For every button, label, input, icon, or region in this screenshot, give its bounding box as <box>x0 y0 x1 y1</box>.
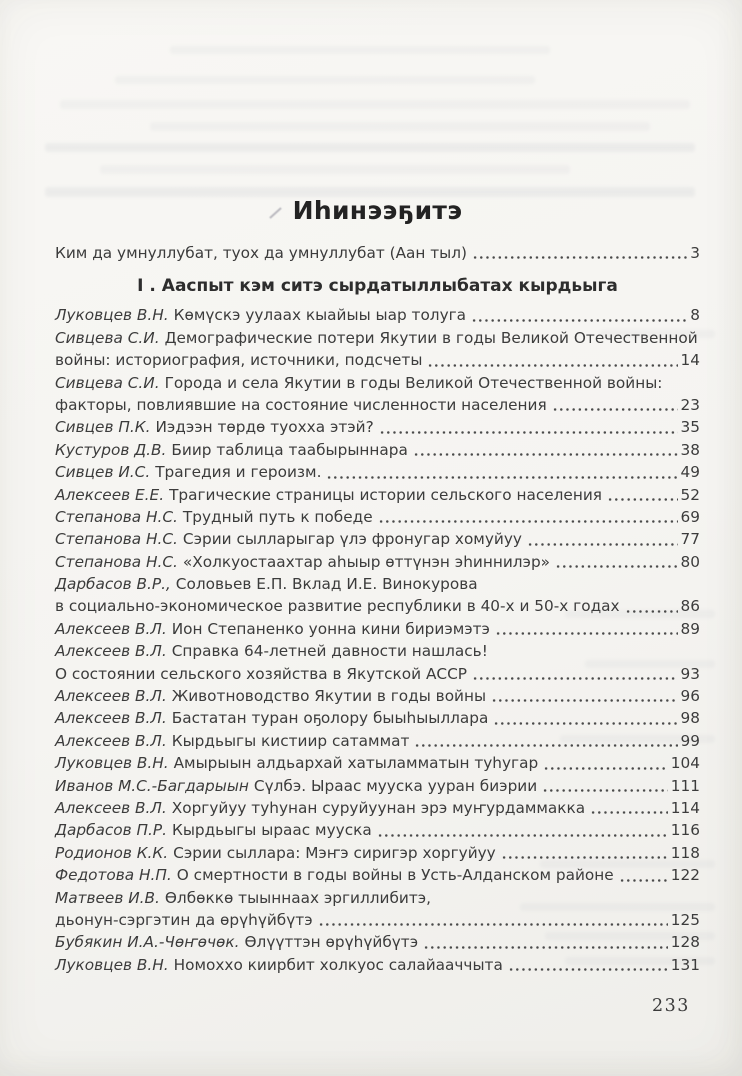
toc-entry-row <box>55 797 700 819</box>
section-heading: I . Ааспыт кэм ситэ сырдатыллыбатах кырдьыга <box>137 276 618 297</box>
dot-leader <box>495 632 678 635</box>
toc-entry-row <box>55 439 700 461</box>
bleed-through-mark <box>45 143 695 152</box>
entry-page-number: 38 <box>680 440 700 459</box>
toc-entry-row <box>55 775 700 797</box>
dot-leader <box>318 923 668 926</box>
entry-title: Кырдьыгы кистиир сатаммат <box>171 731 410 750</box>
entry-page-number: 14 <box>680 351 700 370</box>
entry-page-number: 89 <box>680 619 700 638</box>
entry-page-number: 111 <box>670 776 700 795</box>
entry-author: Дарбасов В.Р., <box>55 575 171 594</box>
toc-entry-row <box>55 730 700 752</box>
entry-page-number: 104 <box>670 754 700 773</box>
toc-entry-row <box>55 461 700 483</box>
entry-title: Биир таблица таабырыннара <box>171 440 408 459</box>
entry-author: Луковцев В.Н. <box>55 754 169 773</box>
dot-leader <box>625 610 678 613</box>
dot-leader <box>501 856 668 859</box>
toc-entry-row <box>55 707 700 729</box>
entry-page-number: 52 <box>680 485 700 504</box>
entry-page-number: 80 <box>680 552 700 571</box>
toc-entry-row <box>55 528 700 550</box>
bleed-through-mark <box>100 165 570 174</box>
toc-entry-row <box>55 618 700 640</box>
entry-text <box>55 595 620 617</box>
entry-page-number: 98 <box>680 709 700 728</box>
entry-text <box>55 707 488 729</box>
entry-author: Федотова Н.П. <box>55 866 172 885</box>
entry-text <box>55 394 547 416</box>
entry-author: Алексеев В.Л. <box>55 731 167 750</box>
entry-author: Алексеев В.Л. <box>55 798 167 817</box>
entry-page-number: 114 <box>670 798 700 817</box>
entry-text <box>55 931 418 953</box>
dot-leader <box>491 699 677 702</box>
dot-leader <box>590 811 668 814</box>
entry-page-number: 96 <box>680 687 700 706</box>
entry-page-number: 99 <box>680 731 700 750</box>
entry-author: Алексеев В.Л. <box>55 687 167 706</box>
entry-author: Дарбасов П.Р. <box>55 821 167 840</box>
dot-leader <box>542 789 668 792</box>
entry-page-number: 69 <box>680 507 700 526</box>
entry-title: факторы, повлиявшие на состояние численности населения <box>55 395 547 414</box>
toc-entry-row <box>55 909 700 931</box>
toc-entry-row <box>55 887 700 909</box>
entry-page-number: 23 <box>680 395 700 414</box>
bleed-through-mark <box>170 46 550 54</box>
entry-text <box>55 439 408 461</box>
entry-text <box>55 618 490 640</box>
entry-author: Бубякин И.А.-Чөҥөчөк. <box>55 933 240 952</box>
entry-page-number: 125 <box>670 910 700 929</box>
bleed-through-mark <box>60 100 690 109</box>
toc-entry-row <box>55 954 700 976</box>
dot-leader <box>423 946 668 949</box>
entry-text <box>55 819 372 841</box>
entry-title: Сүлбэ. Ыраас мууска ууран биэрии <box>253 776 538 795</box>
toc-entry-row <box>55 349 700 371</box>
entry-author: Сивцева С.И. <box>55 373 160 392</box>
entry-author: Алексеев В.Л. <box>55 709 167 728</box>
entry-title: Хоргуйуу туһунан суруйуунан эрэ муҥурдаммакка <box>171 798 586 817</box>
toc-entry-row <box>55 663 700 685</box>
entry-author: Матвеев И.В. <box>55 888 160 907</box>
entry-text <box>55 242 467 264</box>
entry-title: Справка 64-летней давности нашлась! <box>171 642 488 661</box>
entry-title: Трудный путь к победе <box>182 507 373 526</box>
toc-entry-row <box>55 640 700 662</box>
front-matter-list <box>55 242 700 264</box>
entry-title: Өлүүттэн өрүһүйбүтэ <box>244 933 419 952</box>
toc-entry-row <box>55 842 700 864</box>
entry-text <box>55 416 374 438</box>
entry-text <box>55 909 313 931</box>
entry-title: Номоххо киирбит холкуос салайааччыта <box>173 955 503 974</box>
toc-entry-row <box>55 573 700 595</box>
entry-author: Степанова Н.С. <box>55 507 178 526</box>
toc-entry-row <box>55 416 700 438</box>
entry-title: войны: историография, источники, подсчеты <box>55 351 423 370</box>
dot-leader <box>555 565 678 568</box>
toc-entry-row <box>55 595 700 617</box>
entry-title: Животноводство Якутии в годы войны <box>171 687 487 706</box>
bleed-through-mark <box>150 122 650 131</box>
entry-text <box>55 304 466 326</box>
entry-text <box>55 372 662 394</box>
entry-author: Иванов М.С.-Багдарыын <box>55 776 249 795</box>
entry-page-number: 77 <box>680 530 700 549</box>
toc-entry-row <box>55 551 700 573</box>
entry-page-number: 116 <box>670 821 700 840</box>
entry-title: Сэрии сыллара: Мэҥэ сиригэр хоргуйуу <box>173 843 496 862</box>
entry-text <box>55 349 422 371</box>
entry-title: Соловьев Е.П. Вклад И.Е. Винокурова <box>175 575 478 594</box>
dot-leader <box>543 767 668 770</box>
dot-leader <box>377 834 668 837</box>
entry-author: Кустуров Д.В. <box>55 440 167 459</box>
dot-leader <box>326 476 677 479</box>
entry-title: в социально-экономическое развитие республики в 40-х и 50-х годах <box>55 597 620 616</box>
entry-page-number: 8 <box>690 306 700 325</box>
entry-title: Амырыын алдьархай хатыламматын туһугар <box>173 754 539 773</box>
entry-text <box>55 842 496 864</box>
entry-author: Степанова Н.С. <box>55 530 178 549</box>
toc-entry-row <box>55 242 700 264</box>
toc-entry-row <box>55 819 700 841</box>
toc-entry-row <box>55 484 700 506</box>
toc-entry-row <box>55 304 700 326</box>
entry-title: Көмүскэ уулаах кыайыы ыар толуга <box>173 306 467 325</box>
dot-leader <box>413 453 678 456</box>
entry-author: Сивцев И.С. <box>55 463 151 482</box>
entry-title: дьонун-сэргэтин да өрүһүйбүтэ <box>55 910 313 929</box>
entry-title: Трагедия и героизм. <box>155 463 322 482</box>
entry-text <box>55 640 488 662</box>
dot-leader <box>379 431 678 434</box>
dot-leader <box>378 520 678 523</box>
entry-text <box>55 484 602 506</box>
page-number: 233 <box>652 996 690 1016</box>
entry-author: Алексеев Е.Е. <box>55 485 165 504</box>
entry-page-number: 118 <box>670 843 700 862</box>
entry-title: Трагические страницы истории сельского населения <box>169 485 602 504</box>
entry-text <box>55 864 614 886</box>
entry-text <box>55 327 698 349</box>
entry-page-number: 35 <box>680 418 700 437</box>
toc-entry-row <box>55 864 700 886</box>
entry-page-number: 93 <box>680 664 700 683</box>
entry-title: Демографические потери Якутии в годы Великой Отечественной <box>164 328 698 347</box>
dot-leader <box>427 364 677 367</box>
entry-page-number: 131 <box>670 955 700 974</box>
entry-title: Города и села Якутии в годы Великой Отечественной войны: <box>164 373 663 392</box>
entry-text <box>55 775 537 797</box>
dot-leader <box>527 543 678 546</box>
dot-leader <box>472 677 678 680</box>
toc-entry-row <box>55 327 700 349</box>
entry-text <box>55 887 431 909</box>
entry-title: О состоянии сельского хозяйства в Якутской АССР <box>55 664 468 683</box>
entry-text <box>55 797 585 819</box>
entry-page-number: 122 <box>670 866 700 885</box>
entry-title: Өлбөккө тыыннаах эргиллибитэ, <box>164 888 432 907</box>
entry-page-number: 128 <box>670 933 700 952</box>
entry-title: Ким да умнуллубат, туох да умнуллубат (Аан тыл) <box>55 244 468 262</box>
entry-author: Алексеев В.Л. <box>55 642 167 661</box>
entry-page-number: 3 <box>690 244 700 262</box>
dot-leader <box>552 408 678 411</box>
toc-entry-row <box>55 685 700 707</box>
entry-author: Сивцева С.И. <box>55 328 160 347</box>
toc-list <box>55 304 700 976</box>
entry-author: Луковцев В.Н. <box>55 306 169 325</box>
toc-entry-row <box>55 394 700 416</box>
dot-leader <box>493 722 677 725</box>
entry-text <box>55 528 522 550</box>
entry-text <box>55 730 409 752</box>
entry-text <box>55 954 503 976</box>
toc-entry-row <box>55 752 700 774</box>
entry-author: Родионов К.К. <box>55 843 169 862</box>
entry-title: Кырдьыгы ыраас мууска <box>171 821 372 840</box>
entry-text <box>55 461 321 483</box>
toc-entry-row <box>55 506 700 528</box>
entry-text <box>55 752 538 774</box>
entry-author: Луковцев В.Н. <box>55 955 169 974</box>
entry-text <box>55 685 486 707</box>
dot-leader <box>619 879 668 882</box>
entry-title: Бастатан туран оҕолору быыһыыллара <box>171 709 489 728</box>
dot-leader <box>472 256 687 259</box>
toc-entry-row <box>55 372 700 394</box>
entry-author: Степанова Н.С. <box>55 552 178 571</box>
entry-title: Ион Степаненко уонна кини бириэмэтэ <box>171 619 490 638</box>
toc-entry-row <box>55 931 700 953</box>
entry-text <box>55 551 550 573</box>
dot-leader <box>414 744 677 747</box>
entry-text <box>55 506 373 528</box>
entry-title: Иэдээн төрдө туохха этэй? <box>155 418 374 437</box>
entry-title: «Холкуостаахтар аһыыр өттүнэн эһиннилэр» <box>182 552 551 571</box>
bleed-through-mark <box>115 76 535 84</box>
entry-title: О смертности в годы войны в Усть-Алданском районе <box>176 866 614 885</box>
entry-text <box>55 573 478 595</box>
entry-title: Сэрии сылларыгар үлэ фронугар хомуйуу <box>182 530 522 549</box>
entry-page-number: 86 <box>680 597 700 616</box>
page-title: Иһинээҕитэ <box>292 196 463 225</box>
entry-text <box>55 663 467 685</box>
entry-page-number: 49 <box>680 463 700 482</box>
dot-leader <box>508 968 668 971</box>
dot-leader <box>471 319 687 322</box>
entry-author: Сивцев П.К. <box>55 418 151 437</box>
dot-leader <box>607 498 678 501</box>
entry-author: Алексеев В.Л. <box>55 619 167 638</box>
table-of-contents <box>55 196 700 976</box>
